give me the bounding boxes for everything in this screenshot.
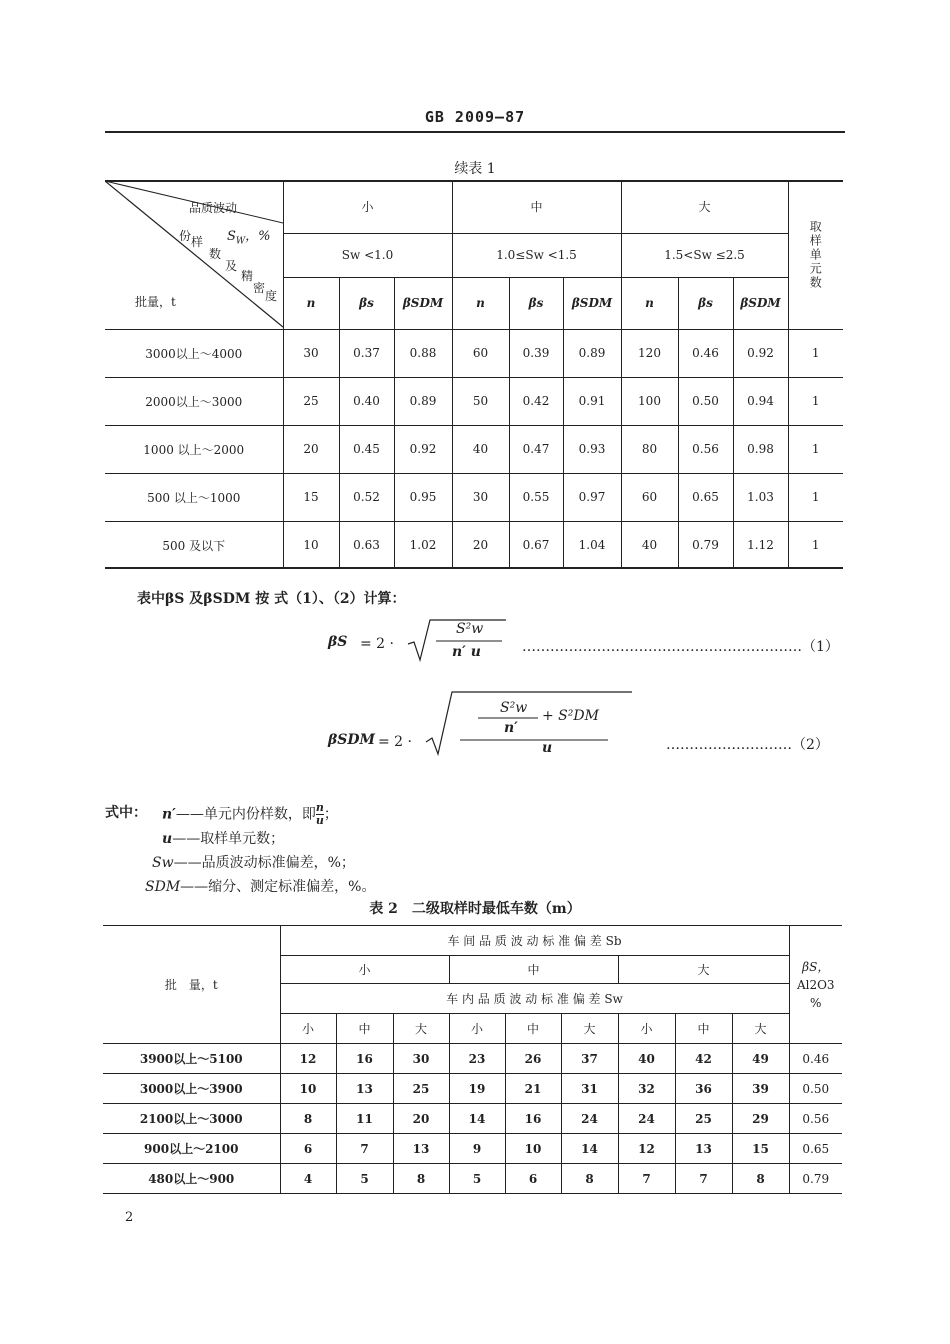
f2-tag: ………………………（2） bbox=[666, 737, 829, 753]
between-car-header: 车 间 品 质 波 动 标 准 偏 差 Sb bbox=[280, 926, 789, 956]
t2-subcol-header: 小 bbox=[280, 1014, 336, 1044]
table-cell: 5 bbox=[449, 1164, 505, 1194]
diag-label-batch: 批量，t bbox=[135, 295, 176, 309]
batch-header: 批 量，t bbox=[103, 926, 280, 1044]
table-cell: 60 bbox=[621, 473, 678, 521]
subcol-header: n bbox=[621, 277, 678, 329]
table-cell: 0.67 bbox=[509, 521, 563, 569]
table-cell: 37 bbox=[561, 1044, 618, 1074]
header-rule bbox=[105, 131, 845, 133]
table-cell: 0.98 bbox=[733, 425, 788, 473]
table-cell: 0.79 bbox=[678, 521, 733, 569]
batch-label: 480以上～900 bbox=[103, 1164, 280, 1194]
table-cell: 39 bbox=[732, 1074, 789, 1104]
sampling-units-cell: 1 bbox=[788, 473, 843, 521]
batch-label: 2100以上～3000 bbox=[103, 1104, 280, 1134]
table-cell: 0.40 bbox=[339, 377, 394, 425]
table-cell: 0.93 bbox=[563, 425, 621, 473]
table-cell: 16 bbox=[505, 1104, 561, 1134]
f1-lhs: βS bbox=[328, 634, 348, 650]
beta-cell: 0.50 bbox=[789, 1074, 842, 1104]
batch-label: 3000以上～4000 bbox=[105, 329, 283, 377]
table-cell: 25 bbox=[283, 377, 339, 425]
table-cell: 14 bbox=[449, 1104, 505, 1134]
table-cell: 5 bbox=[336, 1164, 393, 1194]
page-number: 2 bbox=[125, 1210, 134, 1225]
formula-2 bbox=[328, 690, 848, 760]
t2-group-large: 大 bbox=[618, 956, 789, 984]
table-cell: 6 bbox=[505, 1164, 561, 1194]
t2-subcol-header: 小 bbox=[618, 1014, 675, 1044]
table-cell: 40 bbox=[618, 1044, 675, 1074]
table1-bottom-rule bbox=[105, 567, 843, 569]
legend-item-u: u——取样单元数； bbox=[162, 831, 285, 847]
table-cell: 10 bbox=[283, 521, 339, 569]
t2-subcol-header: 大 bbox=[393, 1014, 449, 1044]
f2-eq: = 2 · bbox=[378, 734, 412, 750]
subcol-header: βSDM bbox=[733, 277, 788, 329]
diag-label-quality: 品质波动 bbox=[189, 201, 238, 215]
table-cell: 0.55 bbox=[509, 473, 563, 521]
legend-item-sdm: SDM——缩分、测定标准偏差，%。 bbox=[145, 879, 376, 895]
f2-plus: + S²DM bbox=[542, 708, 599, 724]
t2-group-small: 小 bbox=[280, 956, 449, 984]
sampling-units-cell: 1 bbox=[788, 329, 843, 377]
f2-inner-num: S²w bbox=[500, 700, 528, 716]
t2-subcol-header: 小 bbox=[449, 1014, 505, 1044]
table-cell: 0.88 bbox=[394, 329, 452, 377]
table-cell: 0.91 bbox=[563, 377, 621, 425]
table-cell: 0.52 bbox=[339, 473, 394, 521]
table-cell: 14 bbox=[561, 1134, 618, 1164]
t2-subcol-header: 中 bbox=[505, 1014, 561, 1044]
subcol-header: βs bbox=[678, 277, 733, 329]
table-row bbox=[105, 377, 843, 425]
table-cell: 0.65 bbox=[678, 473, 733, 521]
table-cell: 0.94 bbox=[733, 377, 788, 425]
table-cell: 0.46 bbox=[678, 329, 733, 377]
table-cell: 23 bbox=[449, 1044, 505, 1074]
group-header-medium: 中 bbox=[452, 181, 621, 233]
table2 bbox=[103, 925, 842, 1194]
table-cell: 7 bbox=[618, 1164, 675, 1194]
table-cell: 16 bbox=[336, 1044, 393, 1074]
table-cell: 21 bbox=[505, 1074, 561, 1104]
table-cell: 0.39 bbox=[509, 329, 563, 377]
range-medium: 1.0≤Sw <1.5 bbox=[452, 233, 621, 277]
table-cell: 1.02 bbox=[394, 521, 452, 569]
table-cell: 31 bbox=[561, 1074, 618, 1104]
table-cell: 20 bbox=[452, 521, 509, 569]
table-cell: 0.92 bbox=[394, 425, 452, 473]
table-cell: 100 bbox=[621, 377, 678, 425]
table-cell: 120 bbox=[621, 329, 678, 377]
table-cell: 1.12 bbox=[733, 521, 788, 569]
table-cell: 30 bbox=[452, 473, 509, 521]
subcol-header: βs bbox=[339, 277, 394, 329]
table-cell: 0.37 bbox=[339, 329, 394, 377]
group-header-large: 大 bbox=[621, 181, 788, 233]
table-cell: 1.03 bbox=[733, 473, 788, 521]
diag-char-5: 精 bbox=[241, 269, 254, 283]
table-cell: 10 bbox=[505, 1134, 561, 1164]
table-cell: 25 bbox=[393, 1074, 449, 1104]
table-cell: 8 bbox=[393, 1164, 449, 1194]
legend-intro: 式中： bbox=[105, 805, 147, 821]
table-row bbox=[105, 329, 843, 377]
batch-label: 500 以上～1000 bbox=[105, 473, 283, 521]
table-cell: 30 bbox=[283, 329, 339, 377]
subcol-header: n bbox=[452, 277, 509, 329]
table-cell: 0.92 bbox=[733, 329, 788, 377]
subcol-header: βs bbox=[509, 277, 563, 329]
table-cell: 10 bbox=[280, 1074, 336, 1104]
sampling-units-cell: 1 bbox=[788, 521, 843, 569]
diagonal-header-cell bbox=[105, 181, 283, 329]
table-cell: 12 bbox=[280, 1044, 336, 1074]
table-cell: 0.42 bbox=[509, 377, 563, 425]
table-cell: 8 bbox=[561, 1164, 618, 1194]
table-cell: 32 bbox=[618, 1074, 675, 1104]
f2-inner-den: n′ bbox=[504, 720, 518, 736]
table-row bbox=[105, 521, 843, 569]
t2-subcol-header: 中 bbox=[675, 1014, 732, 1044]
table-cell: 60 bbox=[452, 329, 509, 377]
table-cell: 7 bbox=[336, 1134, 393, 1164]
diag-char-4: 及 bbox=[225, 259, 238, 273]
table-row bbox=[105, 425, 843, 473]
table-cell: 0.47 bbox=[509, 425, 563, 473]
sampling-units-header: 取样单元数 bbox=[788, 181, 843, 329]
t2-subcol-header: 大 bbox=[561, 1014, 618, 1044]
sampling-units-cell: 1 bbox=[788, 377, 843, 425]
table-cell: 50 bbox=[452, 377, 509, 425]
table-cell: 9 bbox=[449, 1134, 505, 1164]
table-row bbox=[103, 1164, 842, 1194]
table-cell: 36 bbox=[675, 1074, 732, 1104]
diag-char-2: 样 bbox=[191, 235, 204, 249]
table-cell: 26 bbox=[505, 1044, 561, 1074]
t2-subcol-header: 大 bbox=[732, 1014, 789, 1044]
table-cell: 20 bbox=[283, 425, 339, 473]
table-row bbox=[103, 1134, 842, 1164]
table-cell: 13 bbox=[393, 1134, 449, 1164]
subcol-header: n bbox=[283, 277, 339, 329]
t2-subcol-header: 中 bbox=[336, 1014, 393, 1044]
table-cell: 13 bbox=[675, 1134, 732, 1164]
table-cell: 40 bbox=[621, 521, 678, 569]
table1-body bbox=[105, 329, 843, 569]
subcol-header: βSDM bbox=[394, 277, 452, 329]
table-cell: 0.45 bbox=[339, 425, 394, 473]
diag-char-7: 度 bbox=[265, 289, 278, 303]
table-cell: 7 bbox=[675, 1164, 732, 1194]
table-cell: 80 bbox=[621, 425, 678, 473]
table-cell: 4 bbox=[280, 1164, 336, 1194]
table-cell: 40 bbox=[452, 425, 509, 473]
batch-label: 3000以上～3900 bbox=[103, 1074, 280, 1104]
batch-label: 900以上～2100 bbox=[103, 1134, 280, 1164]
group-header-small: 小 bbox=[283, 181, 452, 233]
table-cell: 1.04 bbox=[563, 521, 621, 569]
table-cell: 12 bbox=[618, 1134, 675, 1164]
table-cell: 0.50 bbox=[678, 377, 733, 425]
table2-body bbox=[103, 1044, 842, 1194]
subcol-header: βSDM bbox=[563, 277, 621, 329]
range-small: Sw <1.0 bbox=[283, 233, 452, 277]
formula-intro: 表中βS 及βSDM 按 式（1）、（2）计算： bbox=[137, 591, 406, 607]
table-cell: 42 bbox=[675, 1044, 732, 1074]
table-cell: 13 bbox=[336, 1074, 393, 1104]
table-cell: 0.89 bbox=[394, 377, 452, 425]
table-cell: 0.95 bbox=[394, 473, 452, 521]
f2-sqrt bbox=[424, 690, 634, 756]
diag-label-s: $S_W$，% bbox=[227, 229, 271, 247]
f2-lhs: βSDM bbox=[328, 732, 376, 748]
f1-eq: = 2 · bbox=[360, 636, 394, 652]
beta-cell: 0.79 bbox=[789, 1164, 842, 1194]
table-row bbox=[103, 1074, 842, 1104]
table-row bbox=[103, 1044, 842, 1074]
table-cell: 15 bbox=[283, 473, 339, 521]
legend-item-sw: Sw——品质波动标准偏差，%； bbox=[152, 855, 355, 871]
beta-cell: 0.46 bbox=[789, 1044, 842, 1074]
table-cell: 8 bbox=[280, 1104, 336, 1134]
table1-caption: 续表 1 bbox=[454, 161, 496, 177]
table-row bbox=[103, 1104, 842, 1134]
table-row bbox=[105, 473, 843, 521]
table1 bbox=[105, 181, 843, 569]
table2-caption: 表 2 二级取样时最低车数（m） bbox=[369, 901, 581, 917]
sampling-units-cell: 1 bbox=[788, 425, 843, 473]
beta-header: βS， Al2O3 % bbox=[789, 926, 842, 1044]
table-cell: 29 bbox=[732, 1104, 789, 1134]
batch-label: 3900以上～5100 bbox=[103, 1044, 280, 1074]
t2-group-medium: 中 bbox=[449, 956, 618, 984]
table-cell: 24 bbox=[618, 1104, 675, 1134]
table-cell: 49 bbox=[732, 1044, 789, 1074]
batch-label: 500 及以下 bbox=[162, 538, 226, 553]
diag-char-1: 份 bbox=[179, 229, 192, 243]
table-cell: 6 bbox=[280, 1134, 336, 1164]
table-cell: 0.56 bbox=[678, 425, 733, 473]
table-cell: 20 bbox=[393, 1104, 449, 1134]
table-cell: 0.63 bbox=[339, 521, 394, 569]
diag-char-3: 数 bbox=[209, 247, 222, 261]
batch-label: 2000以上～3000 bbox=[105, 377, 283, 425]
legend-item-nprime: n′——单元内份样数，即 $\frac{n}{u}$ ； bbox=[162, 801, 338, 827]
diag-char-6: 密 bbox=[253, 281, 266, 295]
table-cell: 8 bbox=[732, 1164, 789, 1194]
f1-den: n′ u bbox=[452, 644, 481, 660]
beta-cell: 0.65 bbox=[789, 1134, 842, 1164]
formula-1 bbox=[328, 618, 848, 668]
batch-label: 1000 以上～2000 bbox=[105, 425, 283, 473]
within-car-header: 车 内 品 质 波 动 标 准 偏 差 Sw bbox=[280, 984, 789, 1014]
table-cell: 25 bbox=[675, 1104, 732, 1134]
table-cell: 0.89 bbox=[563, 329, 621, 377]
table-cell: 19 bbox=[449, 1074, 505, 1104]
beta-cell: 0.56 bbox=[789, 1104, 842, 1134]
table-cell: 15 bbox=[732, 1134, 789, 1164]
table-cell: 30 bbox=[393, 1044, 449, 1074]
legend-frac: $\frac{n}{u}$ bbox=[315, 801, 324, 827]
table-cell: 0.97 bbox=[563, 473, 621, 521]
range-large: 1.5<Sw ≤2.5 bbox=[621, 233, 788, 277]
table-cell: 11 bbox=[336, 1104, 393, 1134]
f1-num: S²w bbox=[456, 621, 484, 637]
f2-den: u bbox=[542, 740, 553, 756]
table-cell: 24 bbox=[561, 1104, 618, 1134]
document-code: GB 2009—87 bbox=[424, 108, 526, 126]
f1-tag: ……………………………………………………（1） bbox=[522, 639, 839, 655]
